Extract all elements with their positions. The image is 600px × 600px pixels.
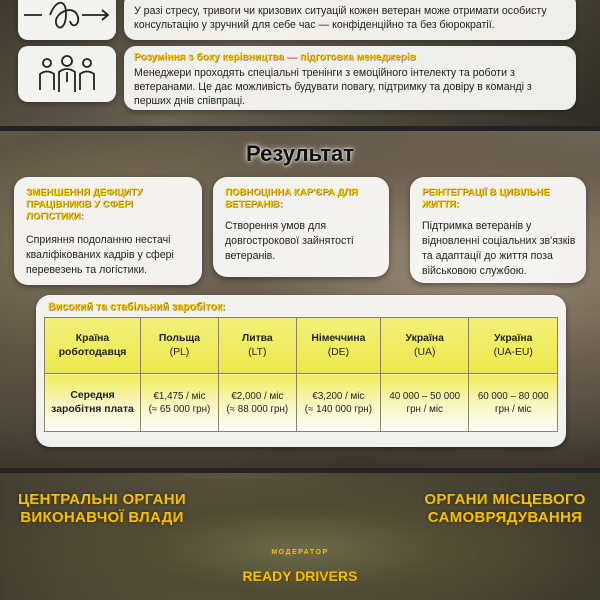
country-cell <box>141 318 219 374</box>
result-card-text: Створення умов для довгострокової зайнятості ветеранів. <box>225 220 354 262</box>
result-card-reintegration <box>410 177 586 283</box>
salary-card <box>36 295 566 447</box>
country-code: (UA) <box>414 346 436 358</box>
salary-uah: (≈ 65 000 грн) <box>148 403 211 415</box>
country-cell <box>381 318 469 374</box>
country-name: Україна <box>405 332 444 344</box>
result-title: Результат <box>245 141 355 166</box>
team-icon-box <box>18 46 116 102</box>
support-section <box>0 0 600 128</box>
local-government-label: ОРГАНИ МІСЦЕВОГО САМОВРЯДУВАННЯ <box>424 491 586 526</box>
country-cell <box>218 318 296 374</box>
country-name: Польща <box>158 332 201 344</box>
salary-uah: грн / міс <box>406 403 443 415</box>
country-code: (LT) <box>248 346 267 358</box>
psych-support-text: У разі стресу, тривоги чи кризових ситуацій кожен ветеран може отримати особисту консультацію у зручний для себе час — конфіденційно та без бюрократії. <box>134 5 547 31</box>
country-name: Німеччина <box>311 332 366 344</box>
salary-cell <box>381 374 469 432</box>
country-cell <box>296 318 380 374</box>
result-section <box>0 131 600 468</box>
salary-cell <box>141 374 219 432</box>
country-name: Україна <box>494 332 533 344</box>
central-authorities-label: ЦЕНТРАЛЬНІ ОРГАНИ ВИКОНАВЧОЇ ВЛАДИ <box>18 491 186 526</box>
salary-table-value-row <box>45 374 558 432</box>
salary-value: €1,475 / міс <box>153 390 206 402</box>
country-header-cell: Країна роботодавця <box>45 318 141 374</box>
result-card-text: Сприяння подоланню нестачі кваліфікованих кадрів у сфері перевезень та логістики. <box>26 234 174 276</box>
salary-value: €3,200 / міс <box>312 390 365 402</box>
salary-cell <box>469 374 558 432</box>
country-code: (PL) <box>169 346 190 358</box>
management-training-heading: Розуміння з боку керівництва — підготовка менеджерів <box>134 52 416 63</box>
psychologist-icon-box <box>18 0 116 40</box>
result-card-text: Підтримка ветеранів у відновленні соціальних зв'язків та адаптації до життя поза військовою службою. <box>422 220 576 277</box>
salary-uah: (≈ 88 000 грн) <box>226 403 289 415</box>
management-training-card <box>124 46 576 110</box>
salary-header-cell: Середня заробітня плата <box>45 374 141 432</box>
salary-table <box>44 317 558 432</box>
result-card-labor-shortage <box>14 177 202 285</box>
result-card-heading: ПОВНОЦІННА КАР'ЄРА ДЛЯ ВЕТЕРАНІВ: <box>225 187 358 210</box>
country-code: (UA-EU) <box>493 346 533 358</box>
salary-uah: (≈ 140 000 грн) <box>304 403 372 415</box>
moderator-label: МОДЕРАТОР <box>271 549 329 556</box>
country-name: Литва <box>241 332 273 344</box>
country-code: (DE) <box>327 346 350 358</box>
stakeholders-section <box>0 473 600 600</box>
salary-uah: грн / міс <box>495 403 532 415</box>
team-people-icon <box>32 52 102 96</box>
result-card-career <box>213 177 389 277</box>
salary-table-header-row <box>45 318 558 374</box>
salary-cell <box>296 374 380 432</box>
result-card-heading: ЗМЕНШЕННЯ ДЕФІЦИТУ ПРАЦІВНИКІВ У СФЕРІ ЛОГІСТИКИ: <box>26 187 143 222</box>
country-cell <box>469 318 558 374</box>
salary-heading: Високий та стабільний заробіток: <box>48 301 226 313</box>
salary-value: 60 000 – 80 000 <box>477 390 549 402</box>
moderator-name: READY DRIVERS <box>242 568 358 584</box>
salary-cell <box>218 374 296 432</box>
salary-value: €2,000 / міс <box>231 390 284 402</box>
psychology-signature-icon <box>22 0 112 35</box>
management-training-text: Менеджери проходять спеціальні тренінги з емоційного інтелекту та роботи з ветеранами. Це дає можливість будувати повагу, підтримку та довіру в команді з перших днів співпраці. <box>134 67 532 107</box>
psych-support-card <box>124 0 576 40</box>
salary-value: 40 000 – 50 000 <box>389 390 461 402</box>
result-card-heading: РЕІНТЕГРАЦІЇ В ЦИВІЛЬНЕ ЖИТТЯ: <box>422 187 550 210</box>
